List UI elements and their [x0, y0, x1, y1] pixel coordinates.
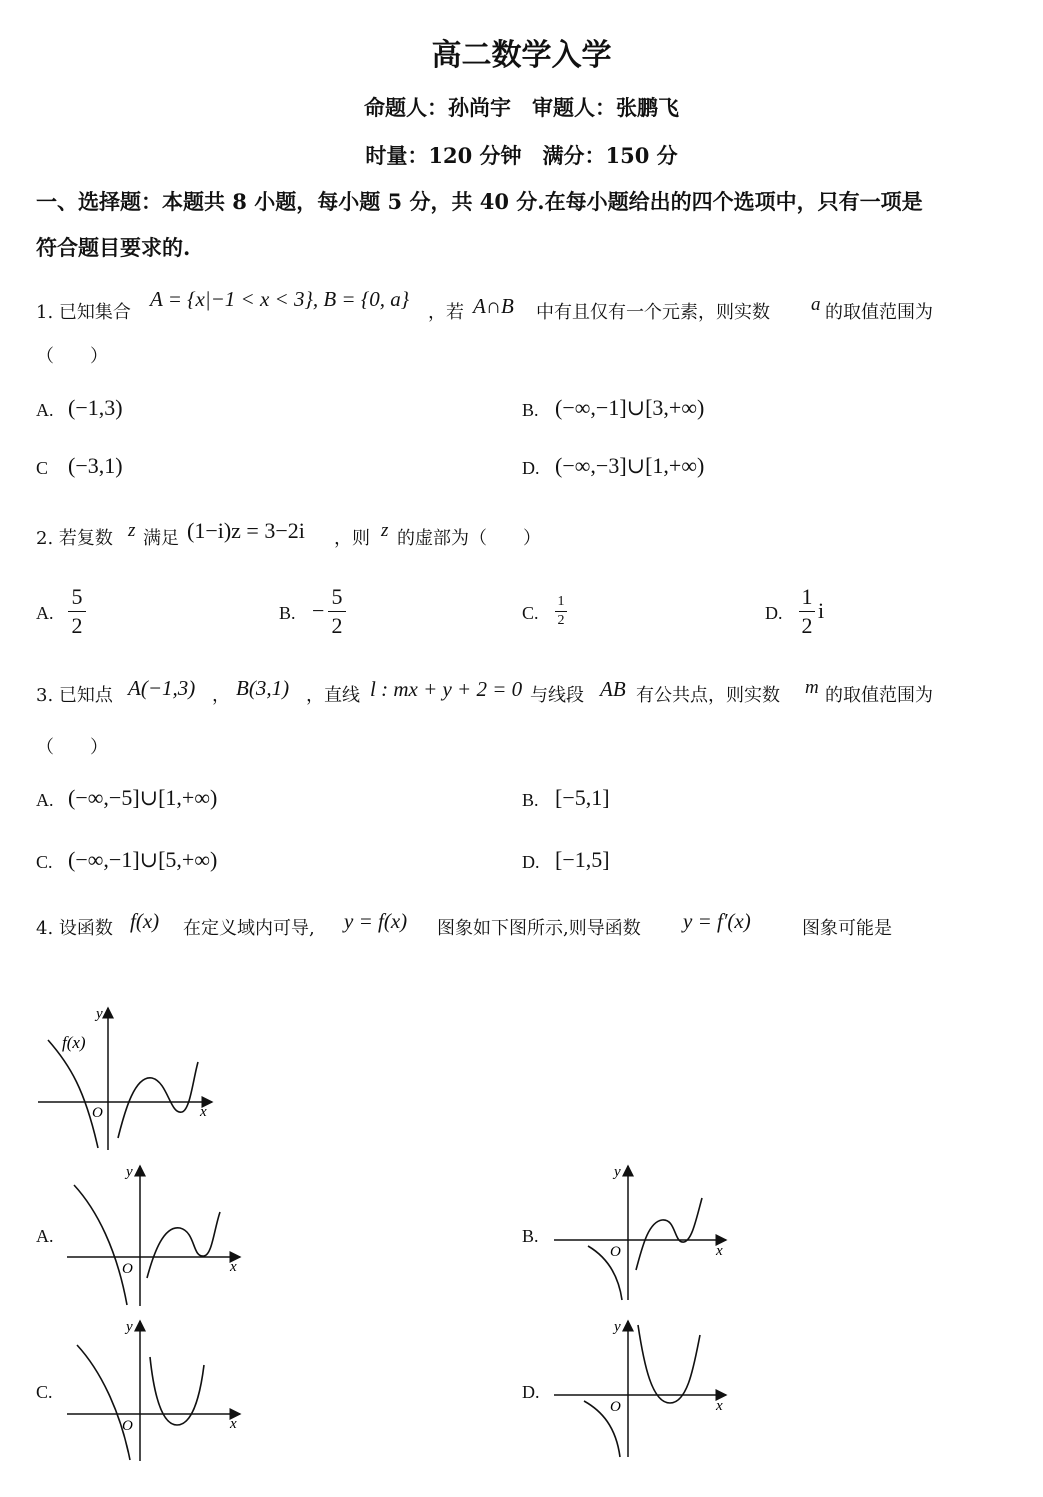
q2-option-a-denominator: 2: [71, 613, 83, 638]
origin-label: O: [92, 1105, 103, 1121]
q1-prefix: 1. 已知集合: [36, 302, 131, 323]
q2-option-b-sign: −: [312, 598, 325, 623]
q4-y-equals-fx: y = f(x): [344, 909, 408, 933]
curve-right: [147, 1212, 220, 1278]
q2-z2: z: [381, 520, 389, 541]
q4-option-b-graph[interactable]: [550, 1160, 740, 1310]
q1-suffix: 的取值范围为: [825, 302, 933, 323]
fraction-bar: [799, 611, 815, 612]
x-axis-label: x: [716, 1243, 723, 1259]
q3-option-b-label[interactable]: B.: [522, 790, 539, 810]
section-instructions-line1: 一、选择题：本题共 8 小题，每小题 5 分，共 40 分.在每小题给出的四个选项中，只有一项是: [36, 189, 923, 214]
q2-option-a-fraction[interactable]: [68, 584, 86, 639]
q1-option-d-label[interactable]: D.: [522, 458, 540, 478]
q2-option-c-numerator: 1: [557, 594, 565, 609]
q2-option-d-denominator: 2: [801, 613, 813, 638]
q1-answer-paren: （ ）: [36, 346, 108, 367]
q2-option-a-numerator: 5: [71, 584, 83, 609]
q2-suffix: 的虚部为（ ）: [397, 528, 541, 549]
curve-right: [636, 1198, 702, 1270]
q2-option-d-numerator: 1: [801, 584, 813, 609]
q1-option-c[interactable]: (−3,1): [68, 453, 123, 478]
section-instructions-line2: 符合题目要求的.: [36, 235, 191, 260]
q3-option-c-label[interactable]: C.: [36, 852, 53, 872]
q2-option-d-unit: i: [818, 598, 825, 623]
q4-prefix: 4. 设函数: [36, 918, 113, 939]
q4-mid2: 图象如下图所示,则导函数: [437, 918, 641, 939]
x-axis-label: x: [230, 1259, 237, 1275]
fraction-bar: [555, 611, 567, 612]
q4-fx-graph: [30, 1000, 220, 1155]
page-title: 高二数学入学: [431, 38, 612, 73]
q3-mid3: 有公共点，则实数: [636, 685, 780, 706]
q2-z: z: [128, 520, 136, 541]
q1-option-d[interactable]: (−∞,−3]∪[1,+∞): [555, 453, 705, 478]
q2-option-c-denominator: 2: [557, 613, 565, 628]
q1-mid: ，若: [428, 302, 464, 323]
q3-prefix: 3. 已知点: [36, 685, 113, 706]
q2-option-b-numerator: 5: [331, 584, 343, 609]
q3-point-b: B(3,1): [236, 676, 290, 700]
x-axis-label: x: [200, 1104, 207, 1120]
q3-suffix: 的取值范围为: [825, 685, 933, 706]
origin-label: O: [122, 1418, 133, 1434]
q3-option-a-label[interactable]: A.: [36, 790, 54, 810]
q4-option-d-graph[interactable]: [550, 1315, 740, 1465]
q2-option-d-fraction[interactable]: [799, 584, 815, 639]
q2-option-c-label[interactable]: C.: [522, 603, 539, 623]
origin-label: O: [610, 1244, 621, 1260]
q4-option-b-label[interactable]: B.: [522, 1226, 539, 1246]
q3-option-c[interactable]: (−∞,−1]∪[5,+∞): [68, 847, 218, 872]
x-axis-label: x: [230, 1416, 237, 1432]
curve-right: [150, 1357, 204, 1425]
q3-segment: AB: [600, 677, 626, 701]
q2-option-a-label[interactable]: A.: [36, 603, 54, 623]
y-axis-label: y: [614, 1164, 621, 1180]
fx-curve-label: f(x): [62, 1033, 86, 1052]
q1-option-c-label[interactable]: C: [36, 458, 49, 478]
q1-option-a[interactable]: (−1,3): [68, 395, 123, 420]
exam-authors: 命题人：孙尚宇 审题人：张鹏飞: [364, 95, 679, 120]
q3-mid2: 与线段: [530, 685, 584, 706]
q2-mid: 满足: [143, 528, 179, 549]
q2-equation: (1−i)z = 3−2i: [187, 518, 305, 543]
q3-separator: ，: [212, 685, 230, 706]
fraction-bar: [328, 611, 346, 612]
q4-option-d-label[interactable]: D.: [522, 1382, 540, 1402]
origin-label: O: [610, 1399, 621, 1415]
q2-option-c-fraction[interactable]: [555, 594, 567, 629]
y-axis-label: y: [96, 1006, 103, 1022]
exam-time-score: 时量：120 分钟 满分：150 分: [365, 143, 678, 168]
y-axis-label: y: [614, 1319, 621, 1335]
q1-mid2: 中有且仅有一个元素，则实数: [536, 302, 770, 323]
q1-option-b[interactable]: (−∞,−1]∪[3,+∞): [555, 395, 705, 420]
q2-prefix: 2. 若复数: [36, 528, 113, 549]
y-axis-label: y: [126, 1164, 133, 1180]
q2-option-b-label[interactable]: B.: [279, 603, 296, 623]
q3-option-d-label[interactable]: D.: [522, 852, 540, 872]
q1-intersection: A∩B: [473, 294, 514, 318]
q4-mid: 在定义域内可导,: [183, 918, 315, 939]
q3-option-a[interactable]: (−∞,−5]∪[1,+∞): [68, 785, 218, 810]
q4-option-a-graph[interactable]: [62, 1160, 252, 1310]
curve-left: [74, 1185, 127, 1305]
q1-option-b-label[interactable]: B.: [522, 400, 539, 420]
q3-line-equation: l : mx + y + 2 = 0: [370, 677, 523, 701]
q1-set-expression: A = {x|−1 < x < 3}, B = {0, a}: [150, 287, 410, 311]
q3-variable: m: [805, 677, 819, 698]
q1-variable: a: [811, 294, 821, 315]
x-axis-label: x: [716, 1398, 723, 1414]
q2-option-d-label[interactable]: D.: [765, 603, 783, 623]
q4-option-a-label[interactable]: A.: [36, 1226, 54, 1246]
q3-option-b[interactable]: [−5,1]: [555, 785, 610, 810]
fx-left-branch: [48, 1040, 98, 1148]
q2-option-b-denominator: 2: [331, 613, 343, 638]
fraction-bar: [68, 611, 86, 612]
q3-mid: ，直线: [306, 685, 360, 706]
q4-option-c-label[interactable]: C.: [36, 1382, 53, 1402]
curve-left: [77, 1345, 130, 1460]
q4-fx: f(x): [130, 909, 160, 933]
q3-answer-paren: （ ）: [36, 737, 108, 758]
q2-option-b-fraction[interactable]: [328, 584, 346, 639]
q4-option-c-graph[interactable]: [62, 1315, 252, 1465]
curve-right: [638, 1325, 700, 1403]
y-axis-label: y: [126, 1319, 133, 1335]
q4-y-equals-fpx: y = f′(x): [683, 909, 751, 933]
q3-point-a: A(−1,3): [128, 676, 196, 700]
q2-mid2: ，则: [334, 528, 370, 549]
q4-suffix: 图象可能是: [802, 918, 892, 939]
fx-right-branch: [118, 1062, 198, 1138]
origin-label: O: [122, 1261, 133, 1277]
q3-option-d[interactable]: [−1,5]: [555, 847, 610, 872]
q1-option-a-label[interactable]: A.: [36, 400, 54, 420]
